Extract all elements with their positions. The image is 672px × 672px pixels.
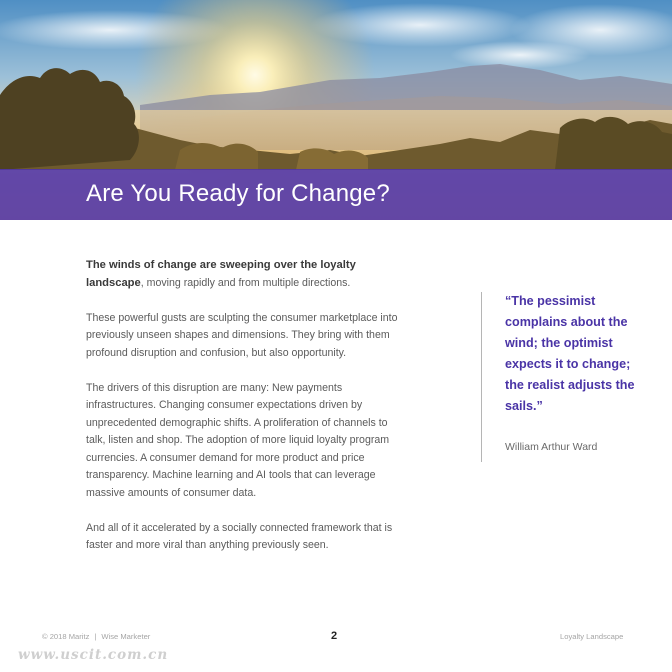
footer-separator: | (94, 632, 97, 641)
body-paragraph: The drivers of this disruption are many: New payments infrastructures. Changing consumer expectations driven by unprecedented demographic shifts. A proliferation of channels to talk, listen and shop. The adoption of more liquid loyalty program currencies. A consumer demand for more product and price transparency. Machine learning and AI tools that can leverage massive amounts of consumer data. (86, 381, 390, 499)
lead-rest: , moving rapidly and from multiple directions. (140, 276, 351, 289)
lead-highlight: The winds of change are sweeping over the loyalty landscape (86, 259, 356, 289)
footer-copyright: © 2018 Maritz (42, 632, 90, 641)
quote-divider (481, 292, 482, 462)
article-body (86, 257, 408, 572)
body-paragraph: And all of it accelerated by a socially connected framework that is faster and more viral than anything previously seen. (86, 521, 393, 551)
footer-credits (42, 632, 150, 641)
body-paragraph: These powerful gusts are sculpting the consumer marketplace into previously unseen shapes and dimensions. They bring with them profound disruption and confusion, but also opportunity. (86, 311, 398, 359)
pull-quote: “The pessimist complains about the wind; the optimist expects it to change; the realist adjusts the sails.” (505, 294, 635, 413)
watermark: www.uscit.com.cn (18, 647, 169, 663)
quote-author: William Arthur Ward (505, 441, 598, 453)
footer-publisher: Wise Marketer (101, 632, 151, 641)
footer-section: Loyalty Landscape (560, 632, 624, 641)
page-number: 2 (331, 630, 338, 642)
page-title: Are You Ready for Change? (86, 180, 390, 207)
lead-paragraph (86, 257, 408, 292)
